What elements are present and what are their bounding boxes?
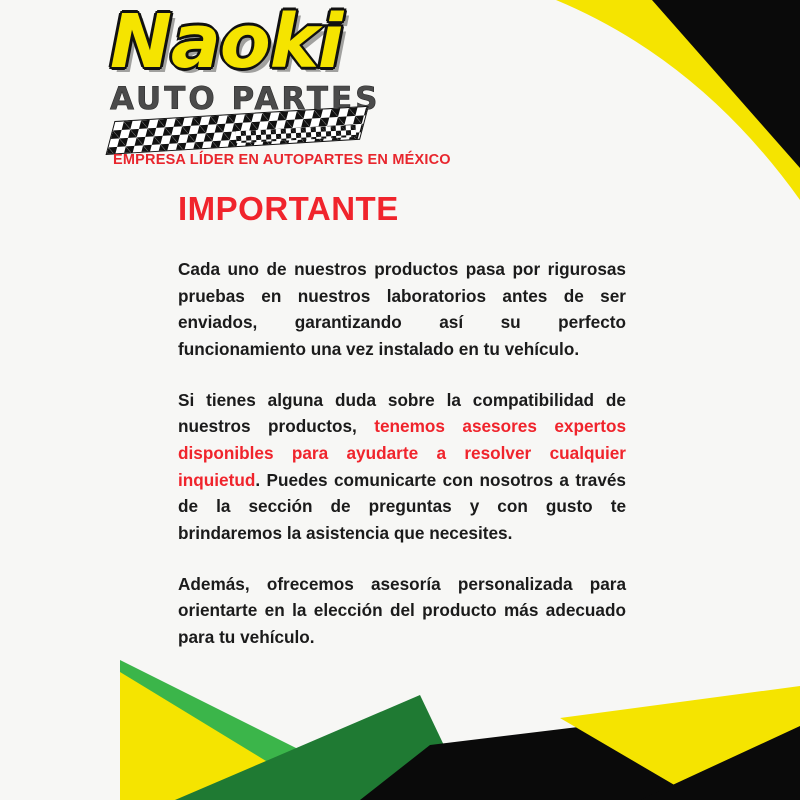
brand-subtitle: AUTO PARTES xyxy=(110,80,381,117)
paragraph-list xyxy=(178,256,626,651)
brand-name: Naoki xyxy=(110,0,343,85)
flyer-content xyxy=(178,190,626,651)
green-triangle-icon xyxy=(120,660,400,800)
yellow-triangle-right-icon xyxy=(560,686,800,800)
black-corner-icon xyxy=(652,0,800,168)
highlighted-text: tenemos asesores expertos disponibles para ayudarte a resolver cualquier inquietud xyxy=(178,416,627,490)
paragraph-p3 xyxy=(178,571,626,651)
body-text: Además, ofrecemos asesoría personalizada para orientarte en la elección del producto más adecuado para tu vehículo. xyxy=(178,573,626,647)
dark-green-triangle-icon xyxy=(175,695,470,800)
paragraph-p1 xyxy=(178,256,626,363)
body-text: Si tienes alguna duda sobre la compatibilidad de nuestros productos, xyxy=(178,389,626,437)
page-title: IMPORTANTE xyxy=(178,190,399,227)
paragraph-p2 xyxy=(178,387,626,547)
black-tip-icon xyxy=(640,726,800,800)
black-wedge-top-icon xyxy=(640,0,800,175)
black-triangle-bottom-icon xyxy=(360,700,800,800)
yellow-swoosh-icon xyxy=(556,0,800,200)
body-text: Cada uno de nuestros productos pasa por rigurosas pruebas en nuestros laboratorios antes de ser enviados, garantizando así su perfecto funcionamiento una vez instalado en tu vehículo. xyxy=(178,259,626,359)
brand-tagline: EMPRESA LÍDER EN AUTOPARTES EN MÉXICO xyxy=(113,152,451,168)
body-text: . Puedes comunicarte con nosotros a través de la sección de preguntas y con gusto te brindaremos la asistencia que necesites. xyxy=(178,469,626,543)
yellow-triangle-left-icon xyxy=(120,672,330,800)
